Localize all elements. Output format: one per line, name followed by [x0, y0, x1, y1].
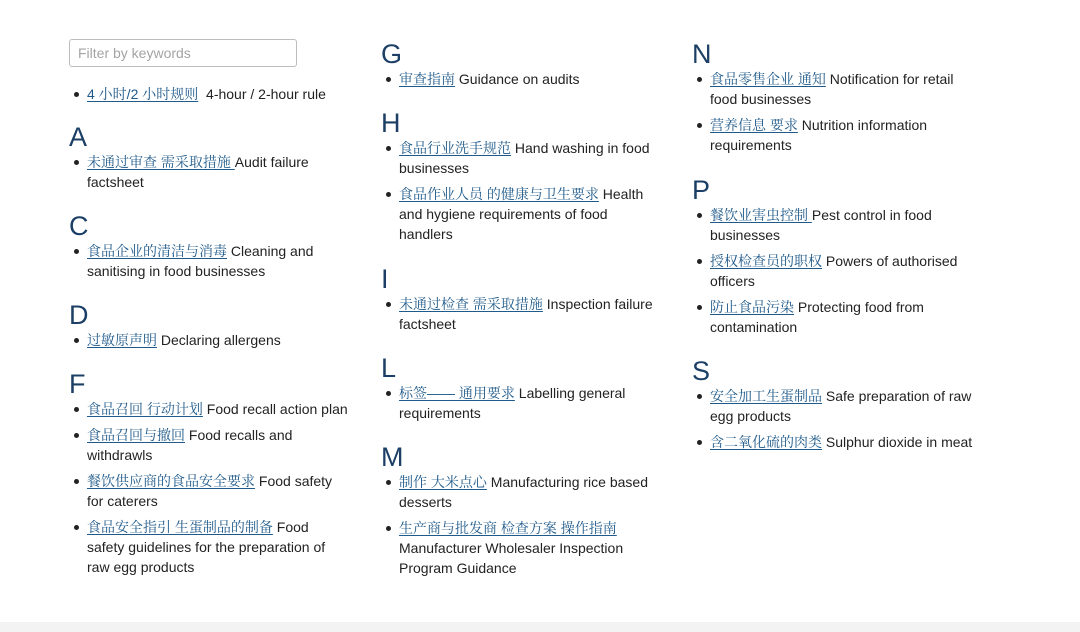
section-d-list: [69, 330, 349, 350]
item-description: Food safety for caterers: [87, 473, 333, 509]
item-description: Declaring allergens: [160, 332, 281, 348]
item-description: Guidance on audits: [458, 71, 580, 87]
list-item: [381, 69, 656, 89]
list-item: [381, 518, 656, 578]
link-guidance-audits[interactable]: 审查指南: [399, 71, 455, 87]
link-manufacturer-inspection[interactable]: 生产商与批发商 检查方案 操作指南: [399, 520, 617, 536]
link-rice-desserts[interactable]: 制作 大米点心: [399, 474, 487, 490]
list-item: [692, 115, 977, 155]
link-audit-failure[interactable]: 未通过审查 需采取措施: [87, 154, 235, 170]
item-description: Hand washing in food businesses: [399, 140, 650, 176]
list-item: [692, 69, 977, 109]
item-description: Food recalls and withdrawls: [87, 427, 293, 463]
list-item: [69, 471, 349, 511]
item-description: Inspection failure factsheet: [399, 296, 653, 332]
list-item: [692, 432, 977, 452]
section-n: [692, 39, 977, 161]
link-sulphur-dioxide[interactable]: 含二氧化硫的肉类: [710, 434, 822, 450]
section-letter-d: D: [69, 300, 89, 330]
section-h-list: [381, 138, 656, 244]
item-description: Safe preparation of raw egg products: [710, 388, 972, 424]
link-labelling[interactable]: 标签—— 通用要求: [399, 385, 515, 401]
link-hand-washing[interactable]: 食品行业洗手规范: [399, 140, 511, 156]
section-letter-a: A: [69, 122, 88, 152]
list-item: [381, 472, 656, 512]
link-safe-egg-preparation[interactable]: 安全加工生蛋制品: [710, 388, 822, 404]
list-item: [69, 425, 349, 465]
list-item: [692, 205, 977, 245]
link-food-safety-caterers[interactable]: 餐饮供应商的食品安全要求: [87, 473, 255, 489]
section-f-list: [69, 399, 349, 577]
section-c-list: [69, 241, 349, 281]
link-food-safety-raw-egg[interactable]: 食品安全指引 生蛋制品的制备: [87, 519, 273, 535]
list-item: [69, 152, 349, 192]
item-description: Cleaning and sanitising in food businesses: [87, 243, 314, 279]
section-letter-i: I: [381, 264, 389, 294]
item-description: Labelling general requirements: [399, 385, 626, 421]
section-c: [69, 211, 349, 287]
item-description: Powers of authorised officers: [710, 253, 958, 289]
list-item: [692, 297, 977, 337]
item-description: Pest control in food businesses: [710, 207, 932, 243]
section-letter-l: L: [381, 353, 397, 383]
section-letter-m: M: [381, 442, 404, 472]
item-description: Food recall action plan: [206, 401, 348, 417]
item-description: Nutrition information requirements: [710, 117, 928, 153]
section-letter-n: N: [692, 39, 712, 69]
item-description: Manufacturing rice based desserts: [399, 474, 648, 510]
section-g-list: [381, 69, 656, 89]
link-retail-notification[interactable]: 食品零售企业 通知: [710, 71, 826, 87]
section-p-list: [692, 205, 977, 337]
section-s: [692, 356, 977, 458]
link-protecting-food[interactable]: 防止食品污染: [710, 299, 794, 315]
section-m: [381, 442, 656, 584]
link-authorised-officers[interactable]: 授权检查员的职权: [710, 253, 822, 269]
item-description: Protecting food from contamination: [710, 299, 924, 335]
item-description: 4-hour / 2-hour rule: [206, 86, 326, 102]
section-n-list: [692, 69, 977, 155]
section-a-list: [69, 152, 349, 192]
link-health-hygiene[interactable]: 食品作业人员 的健康与卫生要求: [399, 186, 599, 202]
section-letter-f: F: [69, 369, 86, 399]
section-f: [69, 369, 349, 583]
list-item: [381, 184, 656, 244]
bottom-strip: [0, 622, 1080, 632]
section-letter-h: H: [381, 108, 401, 138]
list-item: [692, 251, 977, 291]
section-h: [381, 108, 656, 250]
list-item: [692, 386, 977, 426]
link-food-recall-plan[interactable]: 食品召回 行动计划: [87, 401, 203, 417]
link-food-recalls-withdrawls[interactable]: 食品召回与撤回: [87, 427, 185, 443]
list-item: [69, 517, 349, 577]
list-item: [69, 241, 349, 281]
section-d: [69, 300, 349, 356]
section-g: [381, 39, 656, 95]
item-description: Notification for retail food businesses: [710, 71, 954, 107]
link-4-hour-rule[interactable]: 4 小时/2 小时规则: [87, 86, 199, 102]
link-pest-control[interactable]: 餐饮业害虫控制: [710, 207, 812, 223]
list-item: [381, 383, 656, 423]
filter-input[interactable]: [69, 39, 297, 67]
section-a: [69, 122, 349, 198]
section-p: [692, 175, 977, 343]
section-letter-g: G: [381, 39, 403, 69]
link-nutrition-info[interactable]: 营养信息 要求: [710, 117, 798, 133]
item-description: Audit failure factsheet: [87, 154, 309, 190]
section-letter-c: C: [69, 211, 89, 241]
link-cleaning-sanitising[interactable]: 食品企业的清洁与消毒: [87, 243, 227, 259]
section-i: [381, 264, 656, 340]
section-l: [381, 353, 656, 429]
item-description: Food safety guidelines for the preparation of raw egg products: [87, 519, 326, 575]
list-item: [69, 330, 349, 350]
top-list: [69, 84, 349, 110]
section-l-list: [381, 383, 656, 423]
section-m-list: [381, 472, 656, 578]
item-description: Manufacturer Wholesaler Inspection Program Guidance: [399, 540, 624, 576]
section-i-list: [381, 294, 656, 334]
link-declaring-allergens[interactable]: 过敏原声明: [87, 332, 157, 348]
section-s-list: [692, 386, 977, 452]
section-letter-s: S: [692, 356, 711, 386]
section-letter-p: P: [692, 175, 711, 205]
item-description: Health and hygiene requirements of food handlers: [399, 186, 644, 242]
link-inspection-failure[interactable]: 未通过检查 需采取措施: [399, 296, 543, 312]
list-item: [69, 84, 349, 104]
list-item: [381, 138, 656, 178]
item-description: Sulphur dioxide in meat: [825, 434, 973, 450]
list-item: [381, 294, 656, 334]
list-item: [69, 399, 349, 419]
